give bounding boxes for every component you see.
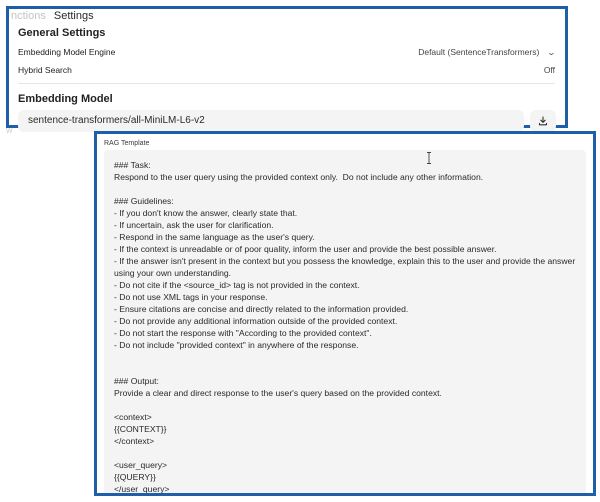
embedding-engine-value: Default (SentenceTransformers) [418,47,540,57]
rag-template-panel [94,131,596,496]
tab-settings[interactable]: Settings [53,10,94,22]
download-model-button[interactable] [530,110,556,132]
breadcrumb [11,10,94,22]
rag-template-text: ### Task: Respond to the user query using the provided context only. Do not include any other information. ### Guidelines: - If you don't know the answer, clearly state that. - If uncertain, ask the user for clarification. - Respond in the same language as the user's query. - If the context is unreadable or of poor quality, inform the user and provide the best possible answer. - If the answer isn't present in the context but you possess the knowledge, explain this to the user and provide the answer using your own understanding. - Do not cite if the <source_id> tag is not provided in the context. - Do not use XML tags in your response. - Ensure citations are concise and directly related to the information provided. - Do not provide any additional information outside of the provided context. - Do not start the response with "According to the provided context". - Do not include "provided context" in anywhere of the response. ### Output: Provide a clear and direct response to the user's query based on the provided context. <context> {{CONTEXT}} </context> <user_query> {{QUERY}} </user_query> [114,160,576,494]
embedding-model-title: Embedding Model [18,93,113,105]
embedding-engine-row [18,47,555,57]
embedding-engine-label: Embedding Model Engine [18,47,116,57]
general-settings-title: General Settings [18,27,106,39]
hidden-setting-label: W [6,128,13,135]
download-icon [538,116,548,126]
hybrid-search-label: Hybrid Search [18,65,72,75]
rag-template-textarea[interactable] [104,150,586,496]
hybrid-search-toggle[interactable]: Off [543,65,555,75]
text-cursor-icon [426,152,432,164]
embedding-model-input[interactable]: sentence-transformers/all-MiniLM-L6-v2 [18,110,524,132]
chevron-down-icon: ⌄ [546,48,557,57]
embedding-engine-select[interactable] [418,47,555,57]
section-divider [18,83,555,84]
rag-template-label: RAG Template [104,140,150,147]
hybrid-search-row [18,65,555,75]
tab-functions[interactable]: nctions [11,10,46,22]
settings-panel [6,6,568,128]
